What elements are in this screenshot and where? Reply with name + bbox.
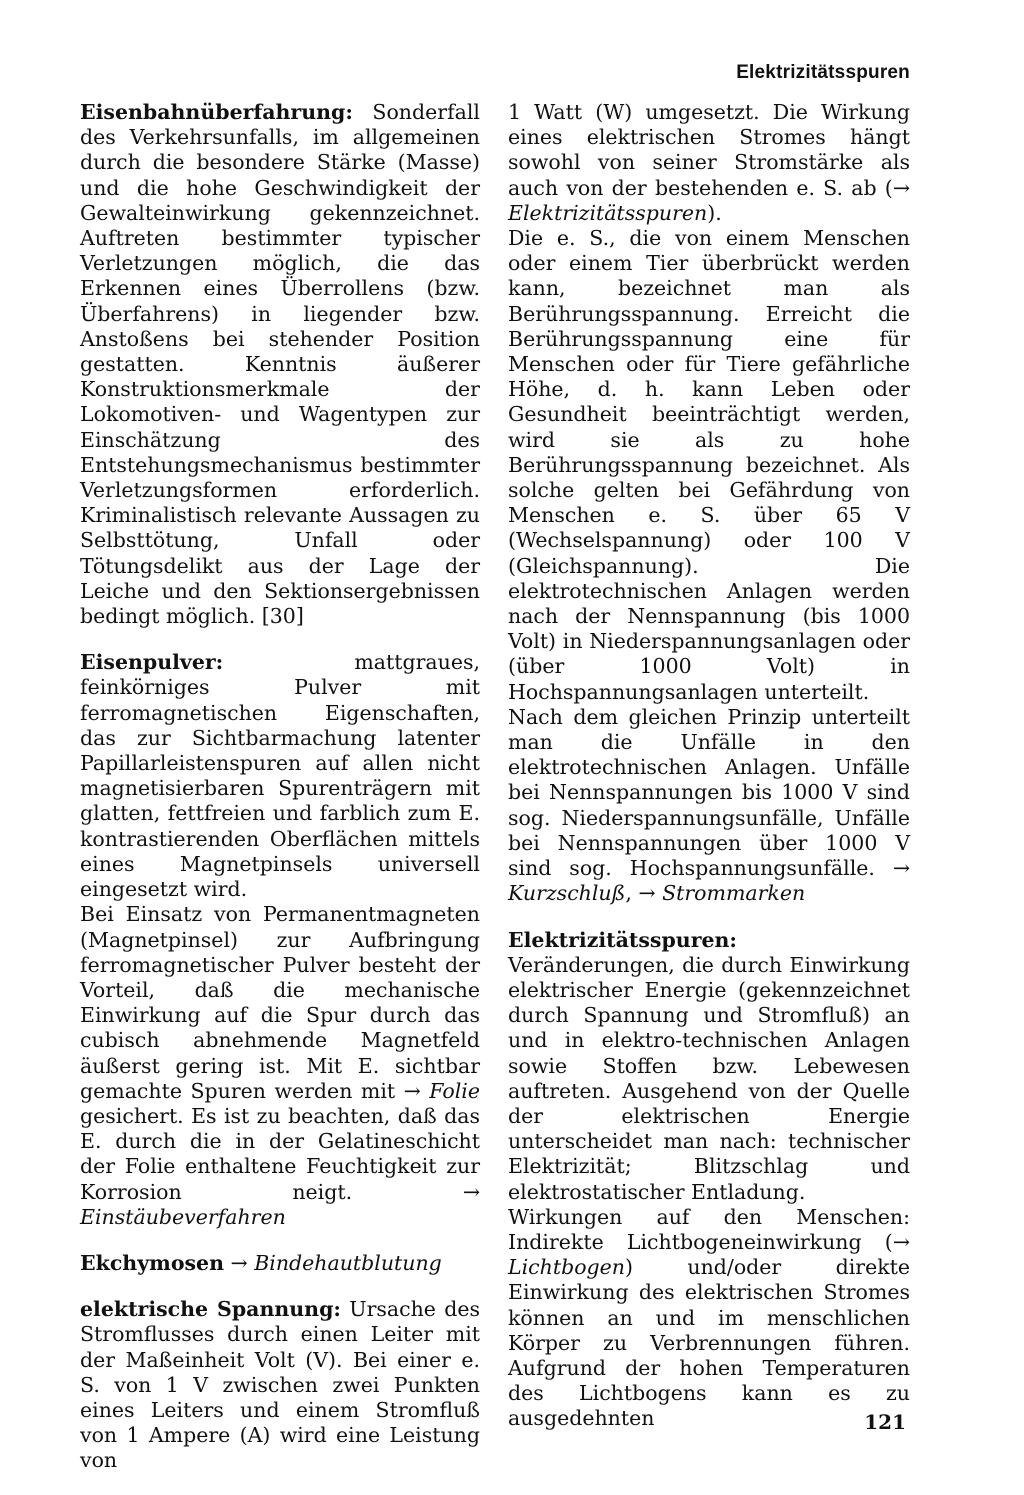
entry-term: elektrische Spannung: <box>80 1297 341 1322</box>
entry-term: Eisenpulver: <box>80 650 224 675</box>
page-number: 121 <box>864 1410 906 1434</box>
cross-reference-arrow: → <box>403 1078 421 1103</box>
entry-text: Ursache des Stromflusses durch einen Leiter mit der Maßeinheit Volt (V). Bei einer e. S. von 1 V zwischen zwei Punkten eines Leiters und einem Stromfluß von 1 Ampere (A) wird eine Leistung von <box>80 1297 480 1473</box>
cross-reference-kurzschluss[interactable]: Kurzschluß <box>508 881 626 906</box>
cross-reference-arrow: → <box>892 175 910 200</box>
entry-paragraph <box>80 100 480 629</box>
entry-elektrische-spannung <box>80 1297 480 1473</box>
entry-paragraph <box>508 100 910 226</box>
entry-text: ) und/oder direkte Einwirkung des elektrischen Stromes können an und im menschlichen Körper zu Verbrennungen führen. Aufgrund der hohen Temperaturen des Lichtbogens kann es zu ausgedehnten <box>508 1255 910 1431</box>
entry-text: Veränderungen, die durch Einwirkung elektrischer Energie (gekennzeichnet durch Spannung und Stromfluß) an und in elektro-technischen Anlagen sowie Stoffen bzw. Lebewesen auftreten. Ausgehend von der Quelle der elektrischen Energie unterscheidet man nach: technischer Elektrizität; Blitzschlag und elektrostatischer Entladung. <box>508 952 910 1204</box>
cross-reference-einstaeubeverfahren[interactable]: Einstäubeverfahren <box>80 1204 286 1229</box>
separator: , <box>625 881 639 906</box>
entry-elektrische-spannung-continued <box>508 100 910 907</box>
entry-paragraph: Die e. S., die von einem Menschen oder einem Tier überbrückt werden kann, bezeichnet man als Berührungsspannung. Erreicht die Berührungsspannung eine für Menschen oder für Tiere gefährliche Höhe, d. h. kann Leben oder Gesundheit beeinträchtigt werden, wird sie als zu hohe Berührungsspannung bezeichnet. Als solche gelten bei Gefährdung von Menschen e. S. über 65 V (Wechselspannung) oder 100 V (Gleichspannung). Die elektrotechnischen Anlagen werden nach der Nennspannung (bis 1000 Volt) in Niederspannungsanlagen oder (über 1000 Volt) in Hochspannungsanlagen unterteilt. <box>508 226 910 704</box>
entry-text: Nach dem gleichen Prinzip unterteilt man die Unfälle in den elektrotechnischen Anlagen. Unfälle bei Nennspannungen bis 1000 V sind sog. Niederspannungsunfälle, Unfälle bei Nennspannungen über 1000 V sind sog. Hochspannungsunfälle. <box>508 704 910 881</box>
entry-paragraph <box>508 928 910 1205</box>
entry-eisenpulver <box>80 650 480 1230</box>
right-column <box>508 100 910 1453</box>
entry-paragraph <box>80 902 480 1230</box>
cross-reference-arrow: → <box>223 1250 255 1275</box>
cross-reference-folie[interactable]: Folie <box>420 1078 480 1103</box>
entry-text: ). <box>707 200 722 225</box>
entry-text: gesichert. Es ist zu beachten, daß das E. durch die in der Gelatineschicht der Folie enthaltene Feuchtigkeit zur Korrosion neigt. <box>80 1103 480 1204</box>
entry-term: Elektrizitätsspuren: <box>508 927 738 952</box>
entry-paragraph <box>80 650 480 902</box>
entry-text: Bei Einsatz von Permanentmagneten (Magnetpinsel) zur Aufbringung ferromagnetischer Pulver besteht der Vorteil, daß die mechanische Einwirkung auf die Spur durch das cubisch abnehmende Magnetfeld äußerst gering ist. Mit E. sichtbar gemachte Spuren werden mit <box>80 902 480 1103</box>
cross-reference-elektrizitaetsspuren[interactable]: Elektrizitätsspuren <box>508 200 708 225</box>
entry-text: 1 Watt (W) umgesetzt. Die Wirkung eines elektrischen Stromes hängt sowohl von seiner Stromstärke als auch von der bestehenden e. S. ab ( <box>508 100 910 200</box>
entry-text: mattgraues, feinkörniges Pulver mit ferromagnetischen Eigenschaften, das zur Sichtbarmachung latenter Papillarleistenspuren auf allen nicht magnetisierbaren Spurenträgern mit glatten, fettfreien und farblich zum E. kontrastierenden Oberflächen mittels eines Magnetpinsels universell eingesetzt wird. <box>80 650 480 902</box>
entry-paragraph <box>80 1297 480 1473</box>
cross-reference-arrow: → <box>892 1229 910 1254</box>
entry-eisenbahnueberfahrung <box>80 100 480 629</box>
entry-text: Sonderfall des Verkehrsunfalls, im allgemeinen durch die besondere Stärke (Masse) und die hohe Geschwindigkeit der Gewalteinwirkung gekennzeichnet. Auftreten bestimmter typischer Verletzungen möglich, die das Erkennen eines Überrollens (bzw. Überfahrens) in liegender bzw. Anstoßens bei stehender Position gestatten. Kenntnis äußerer Konstruktionsmerkmale der Lokomotiven- und Wagentypen zur Einschätzung des Entstehungsmechanismus bestimmter Verletzungsformen erforderlich. Kriminalistisch relevante Aussagen zu Selbsttötung, Unfall oder Tötungsdelikt aus der Lage der Leiche und den Sektionsergebnissen bedingt möglich. [30] <box>80 100 480 629</box>
entry-elektrizitaetsspuren <box>508 928 910 1432</box>
cross-reference-strommarken[interactable]: Strommarken <box>655 881 806 906</box>
entry-paragraph <box>508 705 910 907</box>
cross-reference-lichtbogen[interactable]: Lichtbogen <box>508 1255 626 1280</box>
cross-reference-arrow: → <box>638 881 656 906</box>
entry-paragraph <box>80 1251 480 1276</box>
left-column <box>80 100 480 1495</box>
entry-ekchymosen <box>80 1251 480 1276</box>
cross-reference-arrow: → <box>892 856 910 881</box>
cross-reference-arrow: → <box>462 1179 480 1204</box>
entry-text: Wirkungen auf den Menschen: Indirekte Lichtbogeneinwirkung ( <box>508 1204 910 1254</box>
entry-term: Eisenbahnüberfahrung: <box>80 100 353 124</box>
entry-paragraph <box>508 1205 910 1432</box>
cross-reference-bindehautblutung[interactable]: Bindehautblutung <box>254 1250 442 1275</box>
entry-term: Ekchymosen <box>80 1250 224 1275</box>
running-head: Elektrizitätsspuren <box>736 62 910 83</box>
